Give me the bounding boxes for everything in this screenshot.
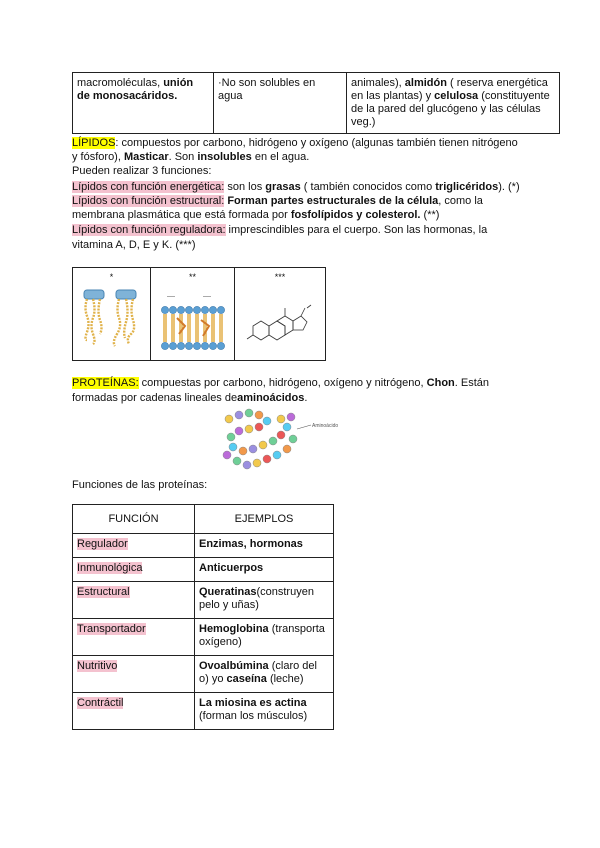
top-cell-3-d: celulosa [434, 90, 479, 102]
top-table [72, 72, 560, 134]
table-row [73, 582, 334, 619]
ex-bold: Hemoglobina [199, 623, 269, 635]
lipidos-label: LÍPIDOS [72, 137, 116, 149]
figure-1-label: * [109, 272, 114, 282]
top-cell-3-a: animales), [351, 77, 405, 89]
table-row [73, 656, 334, 693]
proteinas-label: PROTEÍNAS: [72, 377, 139, 389]
protein-functions-table [72, 504, 334, 730]
reguladora-a: imprescindibles para el cuerpo. Son las hormonas, la [225, 224, 488, 236]
ex-bold: La miosina es actina [199, 697, 307, 709]
top-cell-1-text: macromoléculas, [77, 77, 164, 89]
ex-cell [195, 619, 334, 656]
figure-2-label: ** [188, 272, 196, 282]
lipidos-l2-d: insolubles [197, 151, 252, 163]
func-label: Contráctil [77, 697, 124, 709]
func-label: Nutritivo [77, 660, 118, 672]
top-cell-3-c: ( reserva energética en las plantas) y [351, 77, 548, 102]
ex-bold: Enzimas, hormonas [199, 538, 303, 550]
lipidos-l2-c: . Son [168, 151, 198, 163]
estructural2-b: fosfolípidos y colesterol. [290, 209, 421, 221]
func-cell [73, 693, 195, 730]
energetica-label: Lípidos con función energética: [72, 181, 225, 193]
proteinas-line-1 [72, 376, 489, 390]
func-cell [73, 534, 195, 558]
amino-acid-label: Aminoácido [312, 423, 339, 429]
func-label: Transportador [77, 623, 146, 635]
proteinas-l1-a: compuestas por carbono, hidrógeno, oxígeno y nitrógeno, [138, 377, 427, 389]
estructural-b: Forman partes estructurales de la célula [224, 195, 439, 207]
ex-normal: (claro del o) yo [199, 660, 317, 685]
top-cell-3-e: (constituyente de la pared del glucógeno y las células veg.) [351, 90, 550, 128]
func-label: Regulador [77, 538, 128, 550]
ex-cell [195, 656, 334, 693]
ex-bold: Ovoalbúmina [199, 660, 269, 672]
ex-normal: (construyen pelo y uñas) [199, 586, 314, 611]
energetica-d: triglicéridos [435, 181, 499, 193]
func-cell [73, 656, 195, 693]
ex-bold: Anticuerpos [199, 562, 264, 574]
func-cell [73, 582, 195, 619]
func-cell [73, 558, 195, 582]
lipidos-line-2 [72, 150, 309, 164]
proteinas-line-2 [72, 391, 307, 405]
lipidos-l2-e: en el agua. [251, 151, 310, 163]
top-cell-3-b: almidón [404, 77, 447, 89]
proteinas-l2-a: formadas por cadenas lineales de [72, 392, 238, 404]
ex-cell [195, 558, 334, 582]
lipidos-estructural-2 [72, 208, 439, 222]
funciones-title: Funciones de las proteínas: [72, 479, 208, 491]
ex-normal: (transporta oxígeno) [199, 623, 325, 648]
table-row [73, 693, 334, 730]
ex-normal: (forman los músculos) [199, 710, 308, 722]
proteinas-l1-c: . Están [454, 377, 490, 389]
top-cell-1 [73, 73, 214, 134]
estructural-c: , como la [438, 195, 483, 207]
header-funcion: FUNCIÓN [73, 505, 195, 534]
lipidos-line-1 [72, 136, 518, 150]
triglyceride-figure [73, 268, 151, 360]
ex-bold-extra: caseína [226, 673, 267, 685]
lipidos-l2-a: y fósforo), [72, 151, 124, 163]
table-row [73, 558, 334, 582]
lipidos-reguladora-2: vitamina A, D, E y K. (***) [72, 239, 196, 251]
table-header-row [73, 505, 334, 534]
proteinas-l2-c: . [304, 392, 308, 404]
ex-cell [195, 693, 334, 730]
estructural-label: Lípidos con función estructural: [72, 195, 225, 207]
energetica-e: ). (*) [498, 181, 520, 193]
amino-acid-chain-illustration [215, 405, 365, 475]
estructural2-c: (**) [420, 209, 440, 221]
lipid-figures [72, 267, 326, 361]
lipidos-energetica [72, 180, 520, 194]
func-cell [73, 619, 195, 656]
func-label: Inmunológica [77, 562, 143, 574]
figure-3-label: *** [274, 272, 286, 282]
energetica-a: son los [224, 181, 266, 193]
top-cell-2 [214, 73, 347, 134]
table-row [73, 619, 334, 656]
ex-cell [195, 534, 334, 558]
membrane-figure [151, 268, 235, 360]
top-cell-3 [347, 73, 560, 134]
proteinas-l2-b: aminoácidos [237, 392, 305, 404]
lipidos-line-3: Pueden realizar 3 funciones: [72, 165, 212, 177]
ex-normal-extra: (leche) [266, 673, 304, 685]
ex-bold: Queratinas [199, 586, 257, 598]
estructural2-a: membrana plasmática que está formada por [72, 209, 291, 221]
top-cell-1-bold: unión de monosacáridos. [77, 77, 194, 102]
header-ejemplos: EJEMPLOS [195, 505, 334, 534]
ex-cell [195, 582, 334, 619]
steroid-figure [235, 268, 325, 360]
proteinas-l1-b: Chon [426, 377, 455, 389]
lipidos-l2-b: Masticar [123, 151, 169, 163]
table-row [73, 534, 334, 558]
top-cell-2-text: ·No son solubles en agua [218, 77, 316, 102]
energetica-c: ( también conocidos como [300, 181, 436, 193]
energetica-b: grasas [265, 181, 301, 193]
func-label: Estructural [77, 586, 130, 598]
lipidos-reguladora [72, 223, 487, 237]
lipidos-l1: : compuestos por carbono, hidrógeno y oxígeno (algunas también tienen nitrógeno [115, 137, 518, 149]
reguladora-label: Lípidos con función reguladora: [72, 224, 226, 236]
lipidos-estructural [72, 194, 483, 208]
